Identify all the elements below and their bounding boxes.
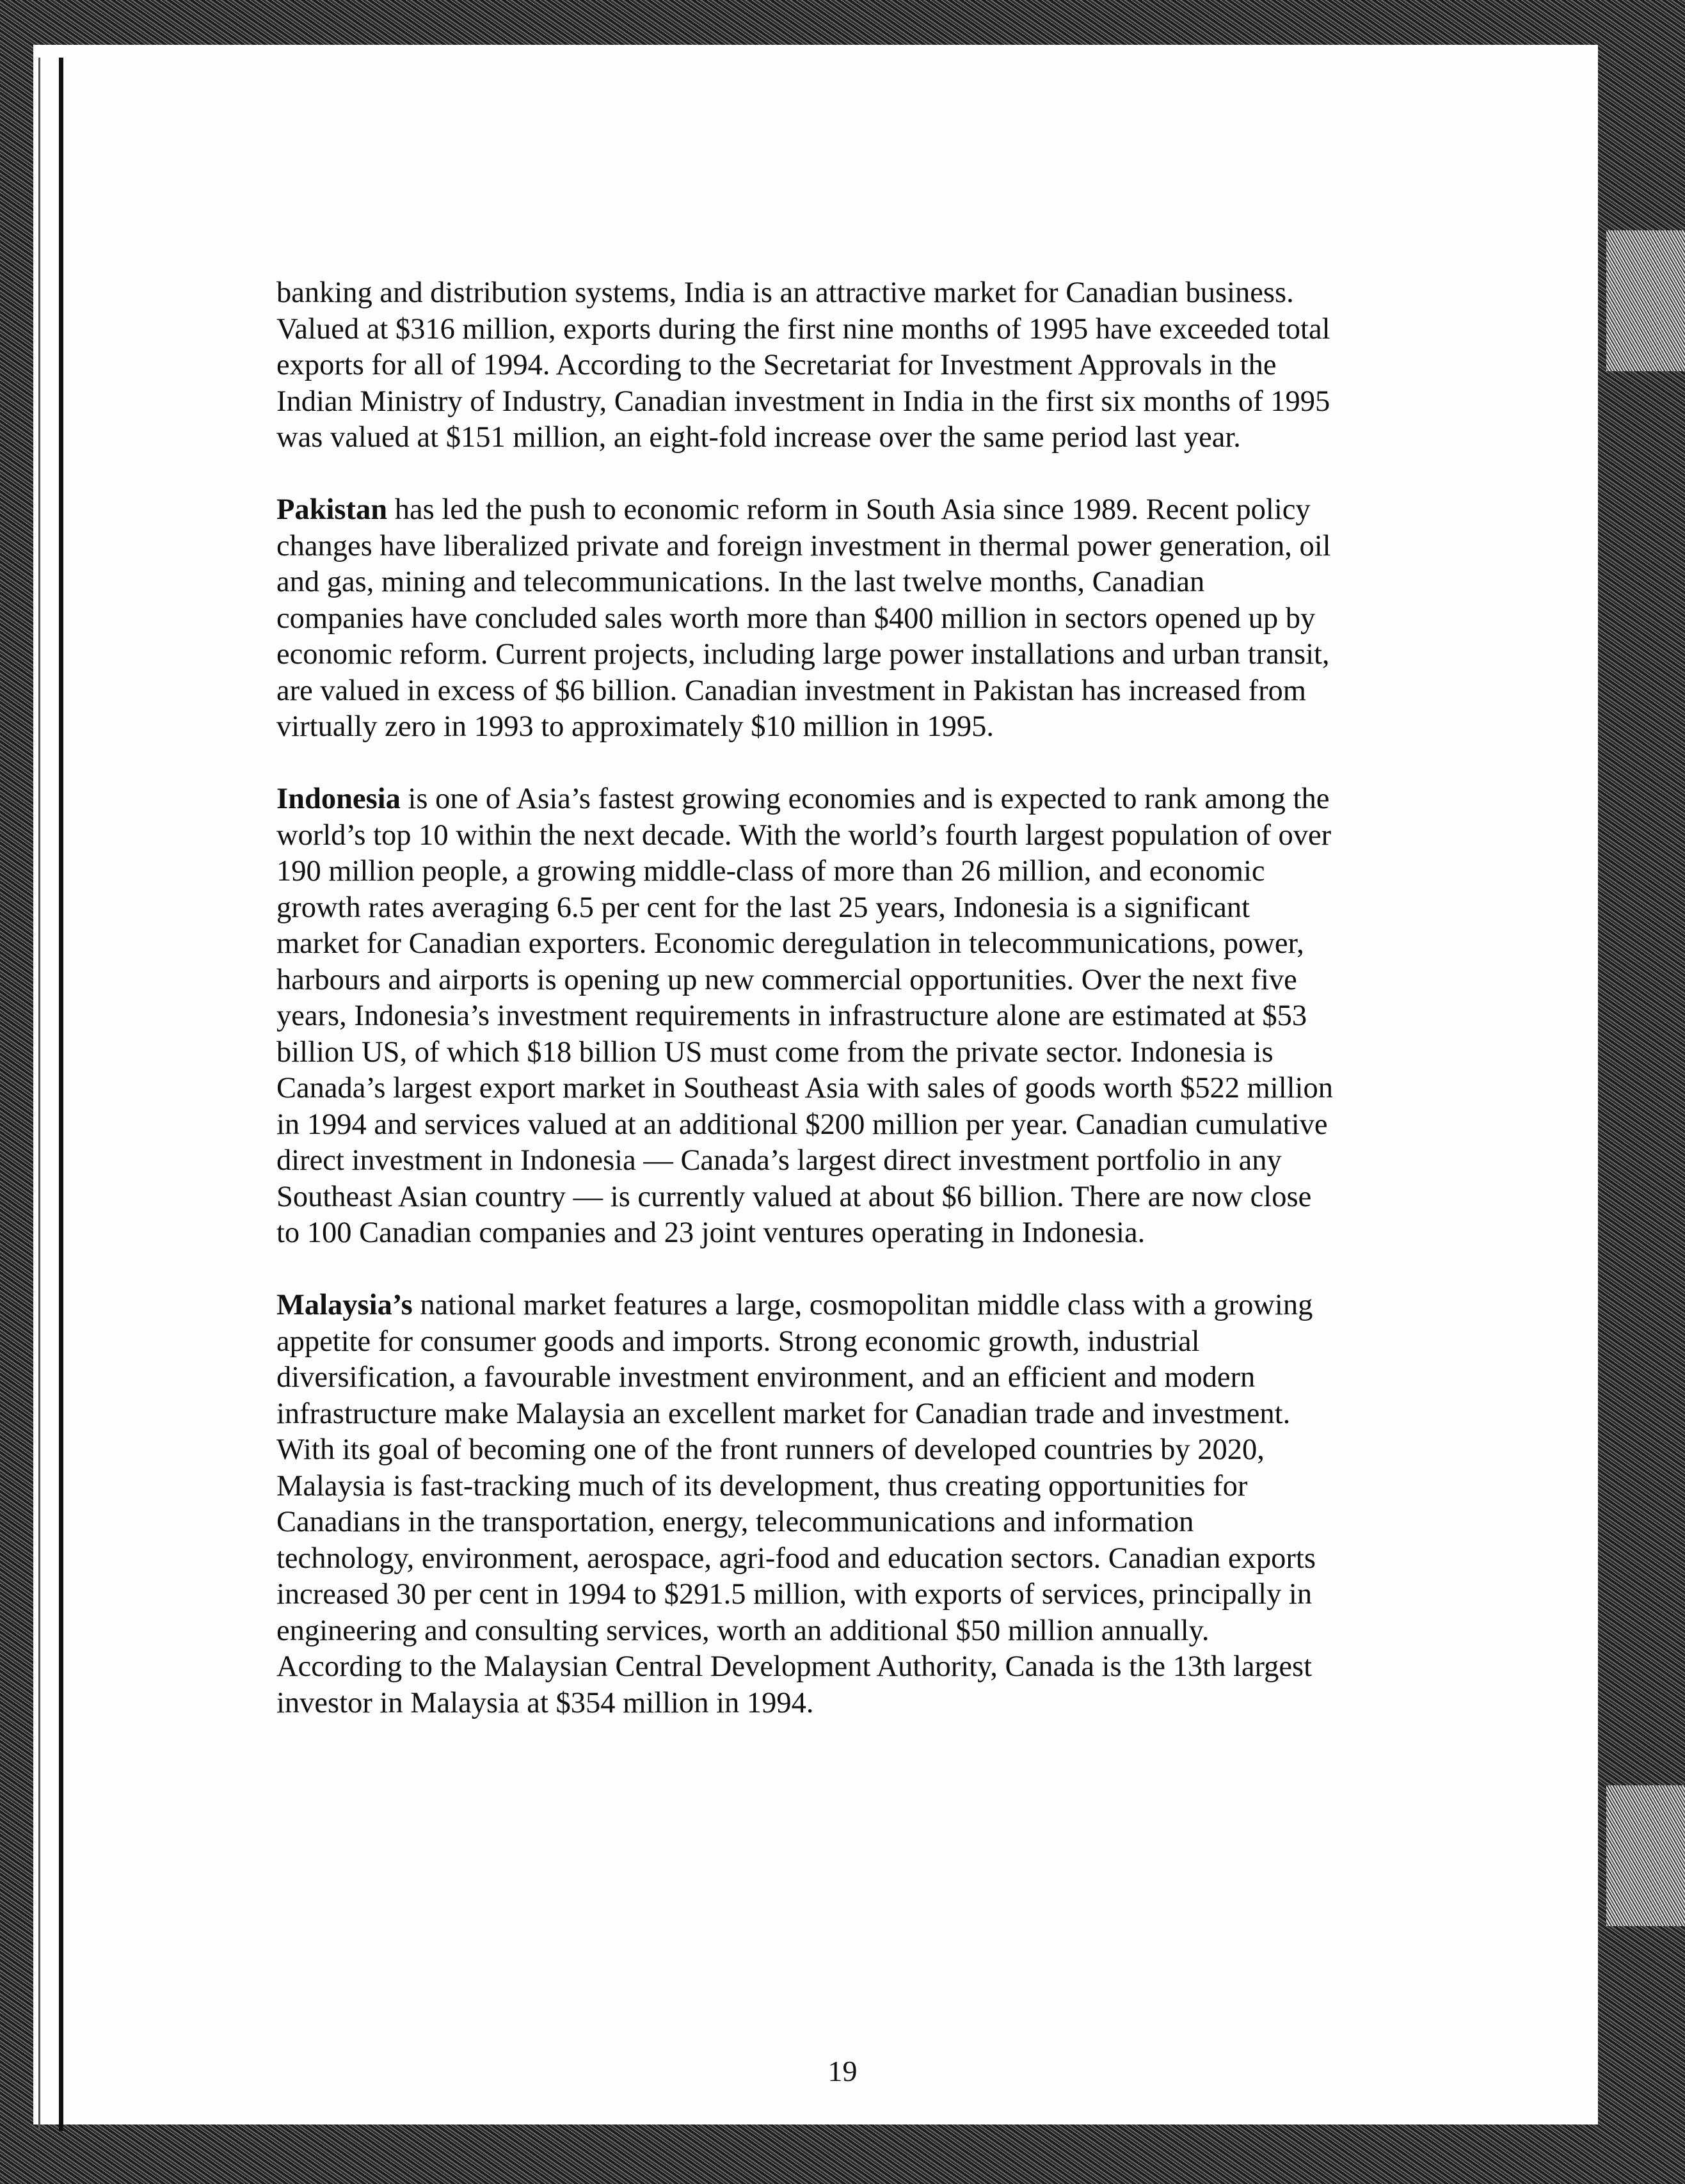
page-number: 19: [827, 2055, 858, 2087]
body-text: [276, 275, 1339, 1758]
scan-noise-right-bottom: [1606, 1785, 1685, 1926]
paragraph-text: banking and distribution systems, India is an attractive market for Canadian business. Valued at $316 million, exports during the first nine months of 1995 have exceeded total exports for all of 1994. According to the Secretariat for Investment Approvals in the Indian Ministry of Industry, Canadian investment in India in the first six months of 1995 was valued at $151 million, an eight-fold increase over the same period last year.: [276, 276, 1330, 454]
paragraph-indonesia: [276, 781, 1339, 1252]
binding-rule-thin: [38, 58, 40, 2131]
binding-rule: [59, 58, 63, 2131]
paragraph-lead: Malaysia’s: [276, 1289, 413, 1321]
paragraph-text: national market features a large, cosmopolitan middle class with a growing appetite for consumer goods and imports. Strong economic growth, industrial diversification, a favourable investment environment, and an efficient and modern infrastructure make Malaysia an excellent market for Canadian trade and investment. With its goal of becoming one of the front runners of developed countries by 2020, Malaysia is fast-tracking much of its development, thus creating opportunities for Canadians in the transportation, energy, telecommunications and information technology, environment, aerospace, agri-food and education sectors. Canadian exports increased 30 per cent in 1994 to $291.5 million, with exports of services, principally in engineering and consulting services, worth an additional $50 million annually. According to the Malaysian Central Development Authority, Canada is the 13th largest investor in Malaysia at $354 million in 1994.: [276, 1289, 1316, 1719]
paragraph-india: [276, 275, 1339, 456]
paragraph-text: has led the push to economic reform in South Asia since 1989. Recent policy changes have liberalized private and foreign investment in thermal power generation, oil and gas, mining and telecommunications. In the last twelve months, Canadian companies have concluded sales worth more than $400 million in sectors opened up by economic reform. Current projects, including large power installations and urban transit, are valued in excess of $6 billion. Canadian investment in Pakistan has increased from virtually zero in 1993 to approximately $10 million in 1995.: [276, 493, 1331, 743]
paragraph-pakistan: [276, 492, 1339, 745]
paragraph-lead: Pakistan: [276, 493, 388, 526]
paragraph-text: is one of Asia’s fastest growing economies and is expected to rank among the world’s top 10 within the next decade. With the world’s fourth largest population of over 190 million people, a growing middle-class of more than 26 million, and economic growth rates averaging 6.5 per cent for the last 25 years, Indonesia is a significant market for Canadian exporters. Economic deregulation in telecommunications, power, harbours and airports is opening up new commercial opportunities. Over the next five years, Indonesia’s investment requirements in infrastructure alone are estimated at $53 billion US, of which $18 billion US must come from the private sector. Indonesia is Canada’s largest export market in Southeast Asia with sales of goods worth $522 million in 1994 and services valued at an additional $200 million per year. Canadian cumulative direct investment in Indonesia — Canada’s largest direct investment portfolio in any Southeast Asian country — is currently valued at about $6 billion. There are now close to 100 Canadian companies and 23 joint ventures operating in Indonesia.: [276, 783, 1333, 1249]
paragraph-malaysia: [276, 1287, 1339, 1721]
paragraph-lead: Indonesia: [276, 783, 401, 815]
scan-noise-right-top: [1606, 230, 1685, 371]
